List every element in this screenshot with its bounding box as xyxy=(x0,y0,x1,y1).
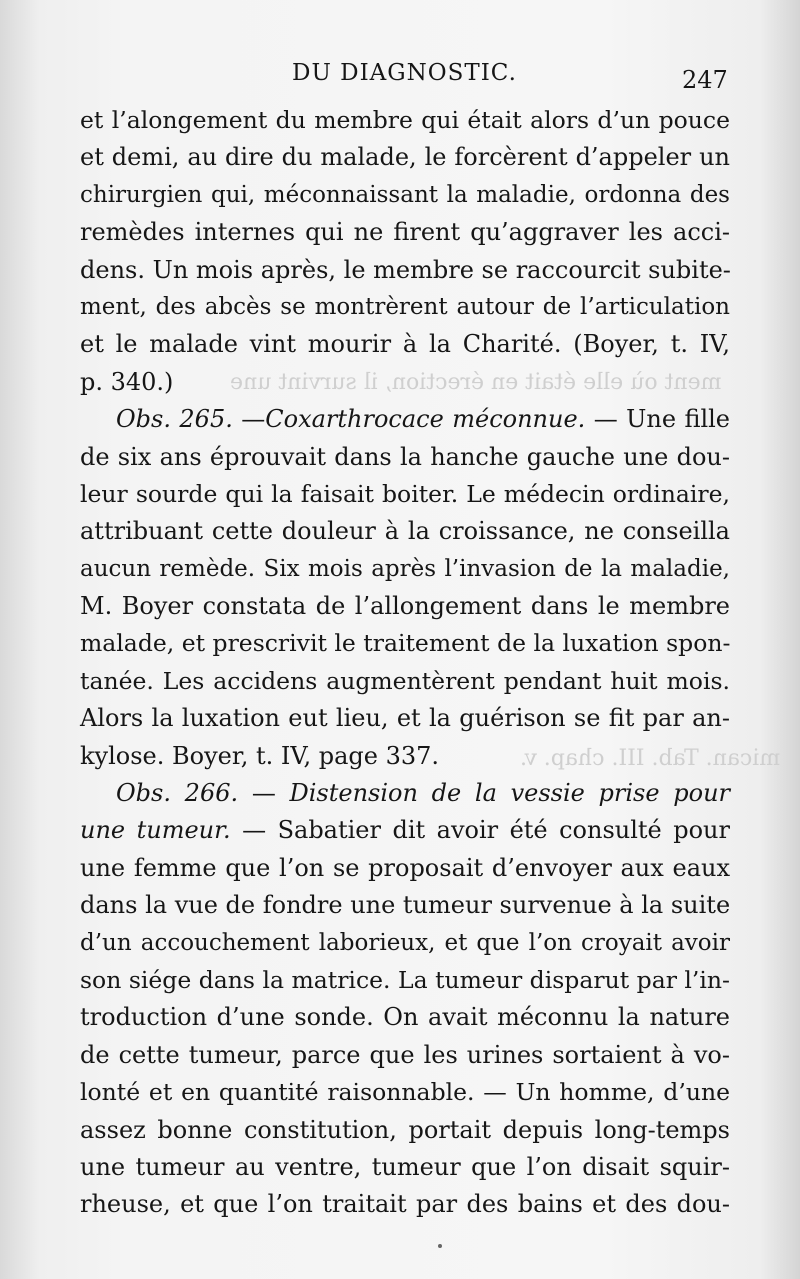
text-line: remèdes internes qui ne firent qu’aggraver les acci- xyxy=(80,218,730,247)
page-header xyxy=(0,60,800,94)
observation-label: Obs. 266. xyxy=(116,779,239,808)
text-line: une femme que l’on se proposait d’envoyer aux eaux xyxy=(80,853,730,882)
observation-text: Une fille xyxy=(626,405,731,434)
text-line: rheuse, et que l’on traitait par des bains et des dou- xyxy=(80,1190,730,1219)
text-line: leur sourde qui la faisait boiter. Le médecin ordinaire, xyxy=(80,479,730,508)
text-line: chirurgien qui, méconnaissant la maladie, ordonna des xyxy=(80,181,730,208)
observation-text: Sabatier dit avoir été consulté pour xyxy=(277,816,730,845)
text-line: aucun remède. Six mois après l’invasion de la maladie, xyxy=(80,555,730,582)
observation-266-heading xyxy=(80,775,730,812)
observation-title: une tumeur. xyxy=(80,816,231,845)
text-line: assez bonne constitution, portait depuis long-temps xyxy=(80,1115,730,1144)
observation-title: Coxarthrocace méconnue. xyxy=(265,405,586,434)
text-line: troduction d’une sonde. On avait méconnu la nature xyxy=(80,1003,730,1032)
text-line: dens. Un mois après, le membre se raccourcit subite- xyxy=(80,255,731,284)
text-line: lonté et en quantité raisonnable. — Un homme, d’une xyxy=(80,1078,730,1107)
text-line: ment, des abcès se montrèrent autour de l’articulation xyxy=(80,293,730,320)
dash: — xyxy=(585,405,627,434)
text-line: malade, et prescrivit le traitement de la luxation spon- xyxy=(80,629,731,658)
text-line: et le malade vint mourir à la Charité. (Boyer, t. IV, xyxy=(80,330,730,359)
dash: — xyxy=(238,779,290,808)
text-line: et demi, au dire du malade, le forcèrent d’appeler un xyxy=(80,143,730,172)
text-line xyxy=(80,812,730,849)
text-line: une tumeur au ventre, tumeur que l’on disait squir- xyxy=(80,1152,730,1181)
observation-label: Obs. 265. xyxy=(116,405,233,434)
text-line: son siége dans la matrice. La tumeur disparut par l’in- xyxy=(80,965,730,994)
text-line: kylose. Boyer, t. IV, page 337. xyxy=(80,741,440,770)
text-line: Alors la luxation eut lieu, et la guérison se fit par an- xyxy=(80,704,730,733)
text-line: dans la vue de fondre une tumeur survenue à la suite xyxy=(80,891,731,920)
text-line: tanée. Les accidens augmentèrent pendant huit mois. xyxy=(80,666,730,695)
text-line: d’un accouchement laborieux, et que l’on croyait avoir xyxy=(80,929,730,956)
text-line: attribuant cette douleur à la croissance, ne conseilla xyxy=(80,517,730,546)
body-text xyxy=(80,102,730,1224)
show-through-text: ment où elle était en érection, il survint une xyxy=(230,370,722,395)
dash: — xyxy=(230,816,278,845)
text-line: de six ans éprouvait dans la hanche gauche une dou- xyxy=(80,442,730,471)
text-line: M. Boyer constata de l’allongement dans le membre xyxy=(80,592,730,621)
dash: — xyxy=(232,405,266,434)
show-through-text: mican. Tab. III. chap. v. xyxy=(520,746,781,771)
running-head: DU DIAGNOSTIC. xyxy=(292,60,517,86)
observation-265-heading xyxy=(80,401,730,438)
ink-spot xyxy=(438,1244,442,1248)
text-line: de cette tumeur, parce que les urines sortaient à vo- xyxy=(80,1040,730,1069)
observation-title: Distension de la vessie prise pour xyxy=(289,779,730,808)
text-line: et l’alongement du membre qui était alors d’un pouce xyxy=(80,106,730,134)
page-number: 247 xyxy=(682,66,728,94)
text-line: p. 340.) xyxy=(80,367,174,396)
